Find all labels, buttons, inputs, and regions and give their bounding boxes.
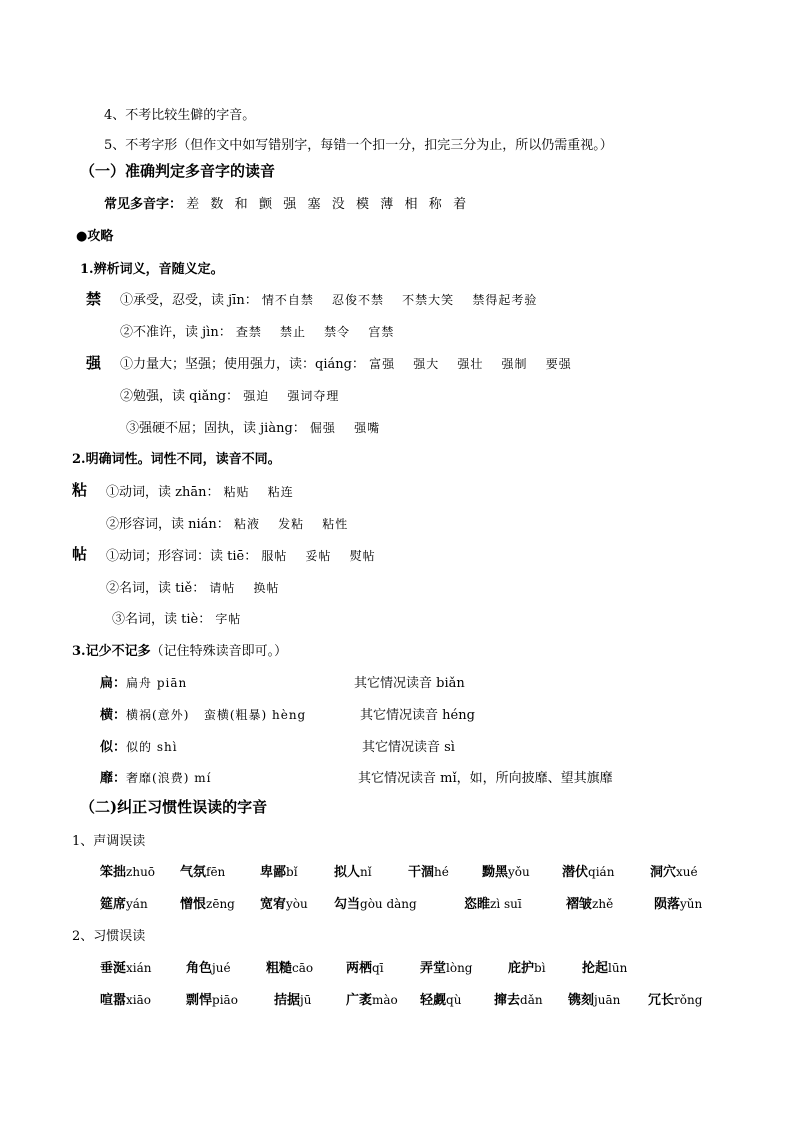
pinyin: gòu dàng	[360, 897, 417, 911]
example-word: 熨帖	[349, 549, 376, 563]
word: 撺去	[494, 993, 521, 1008]
special-other-bian: 其它情况读音 biǎn	[354, 676, 465, 691]
special-char: 似：	[100, 740, 127, 755]
special-item-heng	[100, 704, 306, 723]
word-item	[186, 957, 231, 976]
example-word: 宫禁	[368, 325, 395, 339]
word: 宽宥	[260, 897, 287, 912]
special-other-heng: 其它情况读音 héng	[360, 708, 475, 723]
example-word: 查禁	[235, 325, 262, 339]
word: 陨落	[654, 897, 681, 912]
meaning-text: ②形容词，读 nián：	[106, 517, 230, 532]
example-word: 强制	[501, 357, 528, 371]
char-qiang: 强	[86, 354, 102, 372]
pinyin: cāo	[292, 961, 314, 975]
pinyin: zhuō	[126, 865, 156, 879]
tie-meaning-1	[106, 545, 376, 564]
example-word: 强壮	[457, 357, 484, 371]
common-label: 常见多音字：	[104, 197, 183, 212]
word: 弄堂	[420, 961, 447, 976]
word-item	[482, 861, 530, 880]
pinyin: hé	[434, 865, 449, 879]
example-word: 忍俊不禁	[332, 293, 385, 307]
tie-meaning-2	[106, 577, 280, 596]
word-item	[582, 957, 627, 976]
word: 广袤	[346, 993, 373, 1008]
tone-misread-title: 1、声调误读	[72, 834, 146, 849]
word: 垂涎	[100, 961, 127, 976]
word-item	[346, 957, 384, 976]
word-item	[420, 989, 461, 1008]
rule-3-title-note: （记住特殊读音即可。）	[150, 644, 288, 659]
word-item	[180, 893, 235, 912]
meaning-text: ②名词，读 tiě：	[106, 581, 206, 596]
word: 洞穴	[650, 865, 677, 880]
pinyin: xué	[676, 865, 698, 879]
jin-meaning-1	[120, 289, 537, 308]
rule-2-title: 2.明确词性。词性不同，读音不同。	[72, 452, 281, 467]
meaning-text: ②勉强，读 qiǎng：	[120, 389, 240, 404]
example-word: 强词夺理	[287, 389, 340, 403]
intro-line-5: 5、不考字形（但作文中如写错别字，每错一个扣一分，扣完三分为止，所以仍需重视。）	[104, 138, 613, 153]
word: 庇护	[508, 961, 535, 976]
pinyin: jū	[300, 993, 312, 1007]
word: 角色	[186, 961, 213, 976]
special-char: 靡：	[100, 771, 127, 786]
pinyin: xián	[126, 961, 152, 975]
char-tie: 帖	[72, 545, 88, 563]
tie-meaning-3	[112, 608, 241, 627]
word: 拮据	[274, 993, 301, 1008]
word-item	[464, 893, 522, 912]
word-item	[260, 893, 308, 912]
example-word: 请帖	[209, 581, 236, 595]
word: 憎恨	[180, 897, 207, 912]
rule-3-title-text: 3.记少不记多	[72, 644, 151, 659]
word: 恣睢	[464, 897, 491, 912]
meaning-text: ③名词，读 tiè：	[112, 612, 212, 627]
pinyin: juān	[594, 993, 621, 1007]
special-example: 似的 shì	[126, 740, 178, 754]
special-char: 横：	[100, 708, 127, 723]
example-word: 粘液	[233, 517, 260, 531]
pinyin: lūn	[608, 961, 628, 975]
pinyin: qī	[372, 961, 384, 975]
word-item	[562, 861, 614, 880]
section-1-title: （一）准确判定多音字的读音	[80, 162, 276, 180]
meaning-text: ②不准许，读 jìn：	[120, 325, 232, 340]
word: 筵席	[100, 897, 127, 912]
word: 冗长	[648, 993, 675, 1008]
pinyin: jué	[212, 961, 231, 975]
word-item	[654, 893, 702, 912]
special-char: 扁：	[100, 676, 127, 691]
word-item	[100, 893, 148, 912]
pinyin: qián	[588, 865, 615, 879]
word: 潜伏	[562, 865, 589, 880]
zhan-meaning-2	[106, 513, 348, 532]
word-item	[650, 861, 698, 880]
word: 拟人	[334, 865, 361, 880]
word-item	[274, 989, 311, 1008]
word-item	[494, 989, 543, 1008]
pinyin: lòng	[446, 961, 473, 975]
rule-3-title	[72, 640, 287, 659]
pinyin: zēng	[206, 897, 235, 911]
word: 笨拙	[100, 865, 127, 880]
word: 褶皱	[566, 897, 593, 912]
pinyin: yán	[126, 897, 148, 911]
special-example: 横祸(意外) 蛮横(粗暴) hèng	[126, 708, 307, 722]
word: 粗糙	[266, 961, 293, 976]
pinyin: bǐ	[286, 865, 298, 879]
special-example: 扁舟 piān	[126, 676, 188, 690]
word-item	[100, 861, 155, 880]
pinyin: nǐ	[360, 865, 372, 879]
example-word: 粘贴	[223, 485, 250, 499]
example-word: 粘性	[322, 517, 349, 531]
example-word: 倔强	[309, 421, 336, 435]
pinyin: zhě	[592, 897, 614, 911]
word-item	[568, 989, 620, 1008]
habit-misread-title: 2、习惯误读	[72, 929, 146, 944]
pinyin: dǎn	[520, 993, 543, 1007]
pinyin: mào	[372, 993, 398, 1007]
word-item	[420, 957, 473, 976]
word: 剽悍	[186, 993, 213, 1008]
strategy-heading: ●攻略	[76, 229, 114, 244]
common-chars: 差 数 和 颤 强 塞 没 模 薄 相 称 着	[186, 197, 468, 212]
word-item	[180, 861, 225, 880]
pinyin: yòu	[286, 897, 308, 911]
pinyin: yǔn	[680, 897, 703, 911]
word: 黝黑	[482, 865, 509, 880]
qiang-meaning-2	[120, 385, 339, 404]
word-item	[508, 957, 546, 976]
pinyin: bì	[534, 961, 546, 975]
qiang-meaning-1	[120, 353, 572, 372]
char-jin: 禁	[86, 290, 102, 308]
word: 干涸	[408, 865, 435, 880]
example-word: 发粘	[278, 517, 305, 531]
pinyin: xiāo	[126, 993, 151, 1007]
word-item	[346, 989, 398, 1008]
example-word: 粘连	[267, 485, 294, 499]
example-word: 要强	[545, 357, 572, 371]
meaning-text: ①承受，忍受，读 jīn：	[120, 293, 258, 308]
word-item	[266, 957, 313, 976]
jin-meaning-2	[120, 321, 394, 340]
word: 抡起	[582, 961, 609, 976]
special-example: 奢靡(浪费) mí	[126, 771, 212, 785]
word-item	[408, 861, 449, 880]
word-item	[334, 861, 372, 880]
word-item	[100, 957, 152, 976]
word: 轻觑	[420, 993, 447, 1008]
pinyin: qù	[446, 993, 462, 1007]
pinyin: fēn	[206, 865, 226, 879]
example-word: 换帖	[253, 581, 280, 595]
example-word: 强大	[413, 357, 440, 371]
meaning-text: ①动词，读 zhān：	[106, 485, 220, 500]
word-item	[100, 989, 151, 1008]
example-word: 字帖	[215, 612, 242, 626]
word: 镌刻	[568, 993, 595, 1008]
example-word: 妥帖	[305, 549, 332, 563]
special-item-bian	[100, 672, 187, 691]
meaning-text: ①动词；形容词：读 tiē：	[106, 549, 258, 564]
word-item	[260, 861, 298, 880]
meaning-text: ③强硬不屈；固执，读 jiàng：	[126, 421, 306, 436]
example-word: 强嘴	[354, 421, 381, 435]
example-word: 服帖	[261, 549, 288, 563]
word: 卑鄙	[260, 865, 287, 880]
word: 勾当	[334, 897, 361, 912]
meaning-text: ①力量大；坚强；使用强力，读：qiáng：	[120, 357, 365, 372]
example-word: 禁得起考验	[472, 293, 538, 307]
qiang-meaning-3	[126, 417, 380, 436]
example-word: 强迫	[243, 389, 270, 403]
word: 喧嚣	[100, 993, 127, 1008]
example-word: 禁令	[324, 325, 351, 339]
common-polyphones	[104, 193, 467, 212]
example-word: 情不自禁	[261, 293, 314, 307]
zhan-meaning-1	[106, 481, 294, 500]
special-other-mi: 其它情况读音 mǐ，如，所向披靡、望其旗靡	[358, 771, 613, 786]
pinyin: yǒu	[508, 865, 530, 879]
pinyin: rǒng	[674, 993, 703, 1007]
pinyin: piāo	[212, 993, 238, 1007]
intro-line-4: 4、不考比较生僻的字音。	[104, 108, 256, 123]
rule-1-title: 1.辨析词义，音随义定。	[80, 262, 224, 277]
example-word: 不禁大笑	[402, 293, 455, 307]
pinyin: zì suī	[490, 897, 522, 911]
char-zhan: 粘	[72, 481, 88, 499]
special-item-mi	[100, 767, 211, 786]
word-item	[566, 893, 613, 912]
word-item	[648, 989, 702, 1008]
word: 气氛	[180, 865, 207, 880]
section-2-title: （二)纠正习惯性误读的字音	[80, 798, 268, 816]
example-word: 禁止	[280, 325, 307, 339]
special-other-si: 其它情况读音 sì	[362, 740, 455, 755]
special-item-si	[100, 736, 178, 755]
word-item	[186, 989, 238, 1008]
example-word: 富强	[369, 357, 396, 371]
word: 两栖	[346, 961, 373, 976]
word-item	[334, 893, 417, 912]
